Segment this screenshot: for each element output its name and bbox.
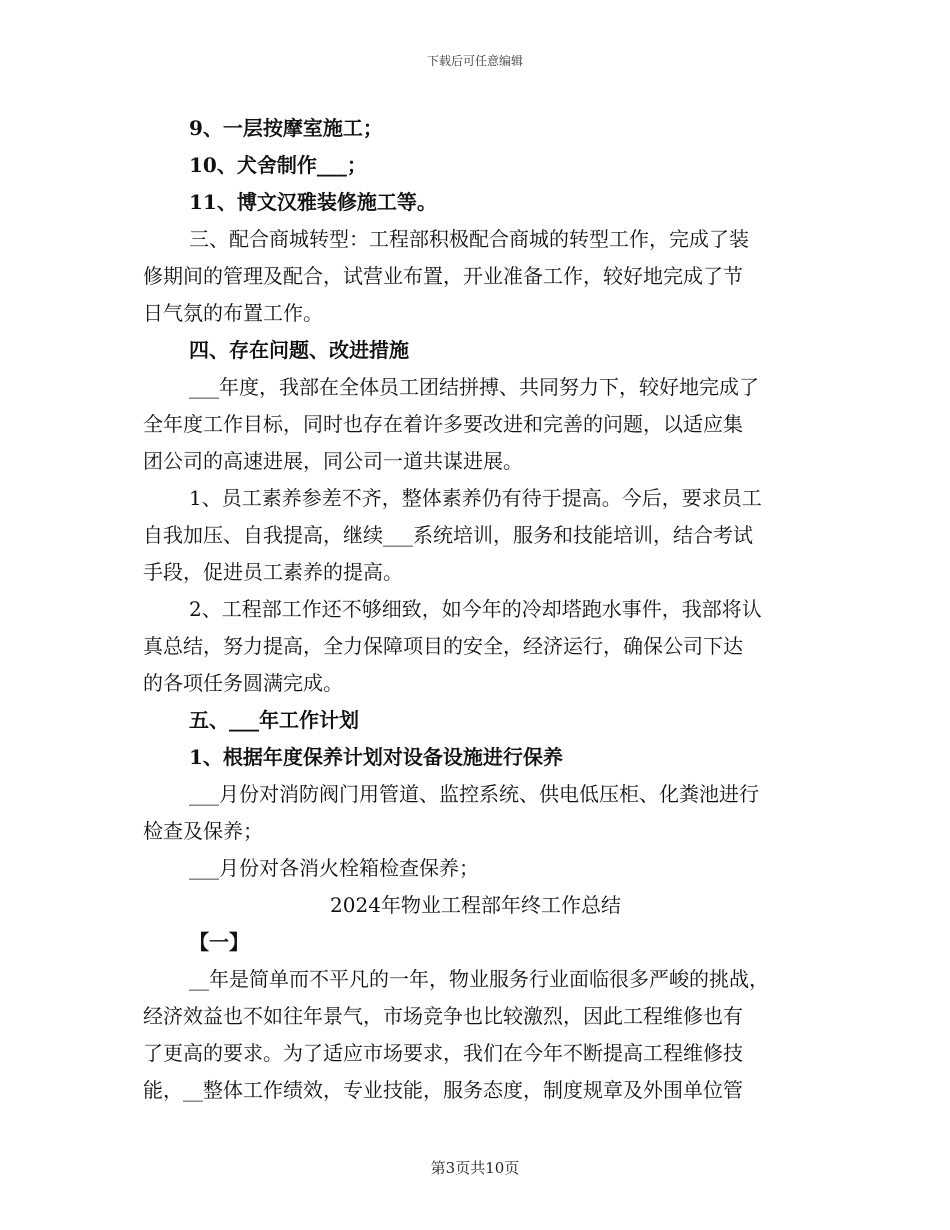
section-marker: 【一】	[189, 930, 249, 954]
paragraph-line: 1、员工素养参差不齐，整体素养仍有待于提高。今后，要求员工	[189, 486, 762, 510]
paragraph-line: 能，__整体工作绩效，专业技能，服务态度，制度规章及外围单位管	[143, 1078, 743, 1102]
paragraph-line: ___月份对各消火栓箱检查保养；	[189, 856, 479, 880]
list-item-10: 10、犬舍制作___；	[189, 153, 367, 177]
paragraph-line: 修期间的管理及配合，试营业布置，开业准备工作，较好地完成了节	[143, 264, 743, 288]
paragraph-line: ___月份对消防阀门用管道、监控系统、供电低压柜、化粪池进行	[189, 782, 759, 806]
paragraph-line: 自我加压、自我提高，继续___系统培训，服务和技能培训，结合考试	[143, 523, 753, 547]
list-item-11: 11、博文汉雅装修施工等。	[189, 190, 437, 214]
section-heading-5: 五、___年工作计划	[189, 708, 359, 732]
paragraph-line: 了更高的要求。为了适应市场要求，我们在今年不断提高工程维修技	[143, 1041, 743, 1065]
paragraph-line: 团公司的高速进展，同公司一道共谋进展。	[143, 449, 523, 473]
paragraph-line: __年是简单而不平凡的一年，物业服务行业面临很多严峻的挑战，	[189, 967, 769, 991]
subheading-maintenance: 1、根据年度保养计划对设备设施进行保养	[189, 745, 563, 769]
paragraph-line: 全年度工作目标，同时也存在着许多要改进和完善的问题，以适应集	[143, 412, 743, 436]
document-body	[143, 110, 808, 1109]
paragraph-line: 真总结，努力提高，全力保障项目的安全，经济运行，确保公司下达	[143, 634, 743, 658]
paragraph-line: 检查及保养；	[143, 819, 263, 843]
paragraph-line: 的各项任务圆满完成。	[143, 671, 343, 695]
paragraph-line: 日气氛的布置工作。	[143, 301, 323, 325]
paragraph-line: 2、工程部工作还不够细致，如今年的冷却塔跑水事件，我部将认	[189, 597, 762, 621]
paragraph-line: 经济效益也不如往年景气，市场竞争也比较激烈，因此工程维修也有	[143, 1004, 743, 1028]
paragraph-line: ___年度，我部在全体员工团结拼搏、共同努力下，较好地完成了	[189, 375, 759, 399]
section-heading-4: 四、存在问题、改进措施	[189, 338, 409, 362]
document-title: 2024年物业工程部年终工作总结	[330, 893, 621, 917]
page-footer-number: 第3页共10页	[430, 1159, 520, 1177]
page-header-note: 下载后可任意编辑	[426, 54, 523, 68]
paragraph-line: 三、配合商城转型：工程部积极配合商城的转型工作，完成了装	[189, 227, 749, 251]
paragraph-line: 手段，促进员工素养的提高。	[143, 560, 403, 584]
list-item-9: 9、一层按摩室施工；	[189, 116, 383, 140]
